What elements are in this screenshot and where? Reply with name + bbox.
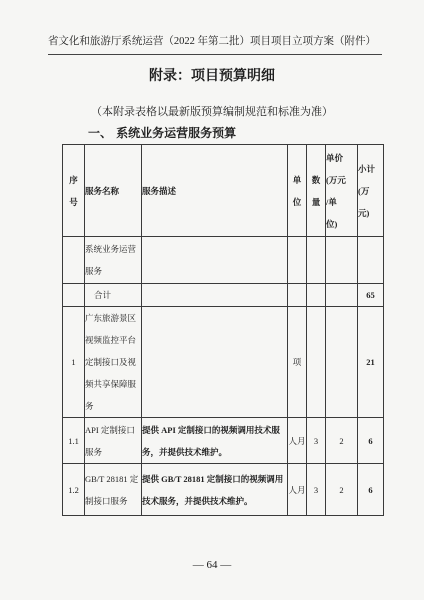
table-header-row xyxy=(63,145,384,237)
cell-serial-no xyxy=(63,284,85,307)
cell-subtotal: 6 xyxy=(358,418,384,464)
cell-serial-no: 1.2 xyxy=(63,464,85,516)
cell-quantity: 3 xyxy=(307,464,326,516)
cell-serial-no: 1.1 xyxy=(63,418,85,464)
cell-serial-no xyxy=(63,237,85,284)
column-header-unit-price: 单价 (万元 /单 位) xyxy=(326,145,358,237)
column-header-service-name: 服务名称 xyxy=(85,145,142,237)
cell-service-description xyxy=(142,284,288,307)
column-header-service-description: 服务描述 xyxy=(142,145,288,237)
table-row-total xyxy=(63,284,384,307)
cell-quantity xyxy=(307,307,326,418)
cell-unit-price: 2 xyxy=(326,464,358,516)
column-header-unit: 单 位 xyxy=(288,145,307,237)
cell-unit: 项 xyxy=(288,307,307,418)
document-header-title: 省文化和旅游厅系统运营（2022 年第二批）项目项目立项方案（附件） xyxy=(47,36,377,47)
table-row xyxy=(63,237,384,284)
cell-total-label: 合计 xyxy=(85,284,142,307)
appendix-title: 附录：项目预算明细 xyxy=(149,68,275,84)
cell-service-description: 提供 GB/T 28181 定制接口的视频调用技术服务，并提供技术维护。 xyxy=(142,464,288,516)
cell-service-description: 提供 API 定制接口的视频调用技术服务，并提供技术维护。 xyxy=(142,418,288,464)
table-row xyxy=(63,464,384,516)
appendix-note: （本附录表格以最新版预算编制规范和标准为准） xyxy=(91,106,333,118)
column-header-quantity: 数 量 xyxy=(307,145,326,237)
cell-quantity: 3 xyxy=(307,418,326,464)
cell-service-name: API 定制接口服务 xyxy=(85,418,142,464)
cell-unit: 人月 xyxy=(288,418,307,464)
cell-unit xyxy=(288,284,307,307)
cell-service-name: 系统业务运营服务 xyxy=(85,237,142,284)
cell-serial-no: 1 xyxy=(63,307,85,418)
cell-unit-price xyxy=(326,307,358,418)
cell-service-description xyxy=(142,237,288,284)
cell-subtotal: 6 xyxy=(358,464,384,516)
cell-unit-price: 2 xyxy=(326,418,358,464)
cell-subtotal: 21 xyxy=(358,307,384,418)
cell-subtotal xyxy=(358,237,384,284)
header-rule xyxy=(48,54,382,55)
cell-service-name: 广东旅游景区视频监控平台定制接口及视频共享保障服务 xyxy=(85,307,142,418)
page-number: — 64 — xyxy=(192,559,232,571)
cell-quantity xyxy=(307,284,326,307)
cell-total-subtotal: 65 xyxy=(358,284,384,307)
cell-unit: 人月 xyxy=(288,464,307,516)
column-header-subtotal: 小计 (万 元) xyxy=(358,145,384,237)
budget-table xyxy=(62,144,384,516)
column-header-serial-no: 序 号 xyxy=(63,145,85,237)
cell-unit-price xyxy=(326,237,358,284)
cell-quantity xyxy=(307,237,326,284)
table-row xyxy=(63,307,384,418)
cell-service-name: GB/T 28181 定制接口服务 xyxy=(85,464,142,516)
cell-service-description xyxy=(142,307,288,418)
table-row xyxy=(63,418,384,464)
cell-unit xyxy=(288,237,307,284)
cell-unit-price xyxy=(326,284,358,307)
section-heading: 一、 系统业务运营服务预算 xyxy=(88,126,237,140)
